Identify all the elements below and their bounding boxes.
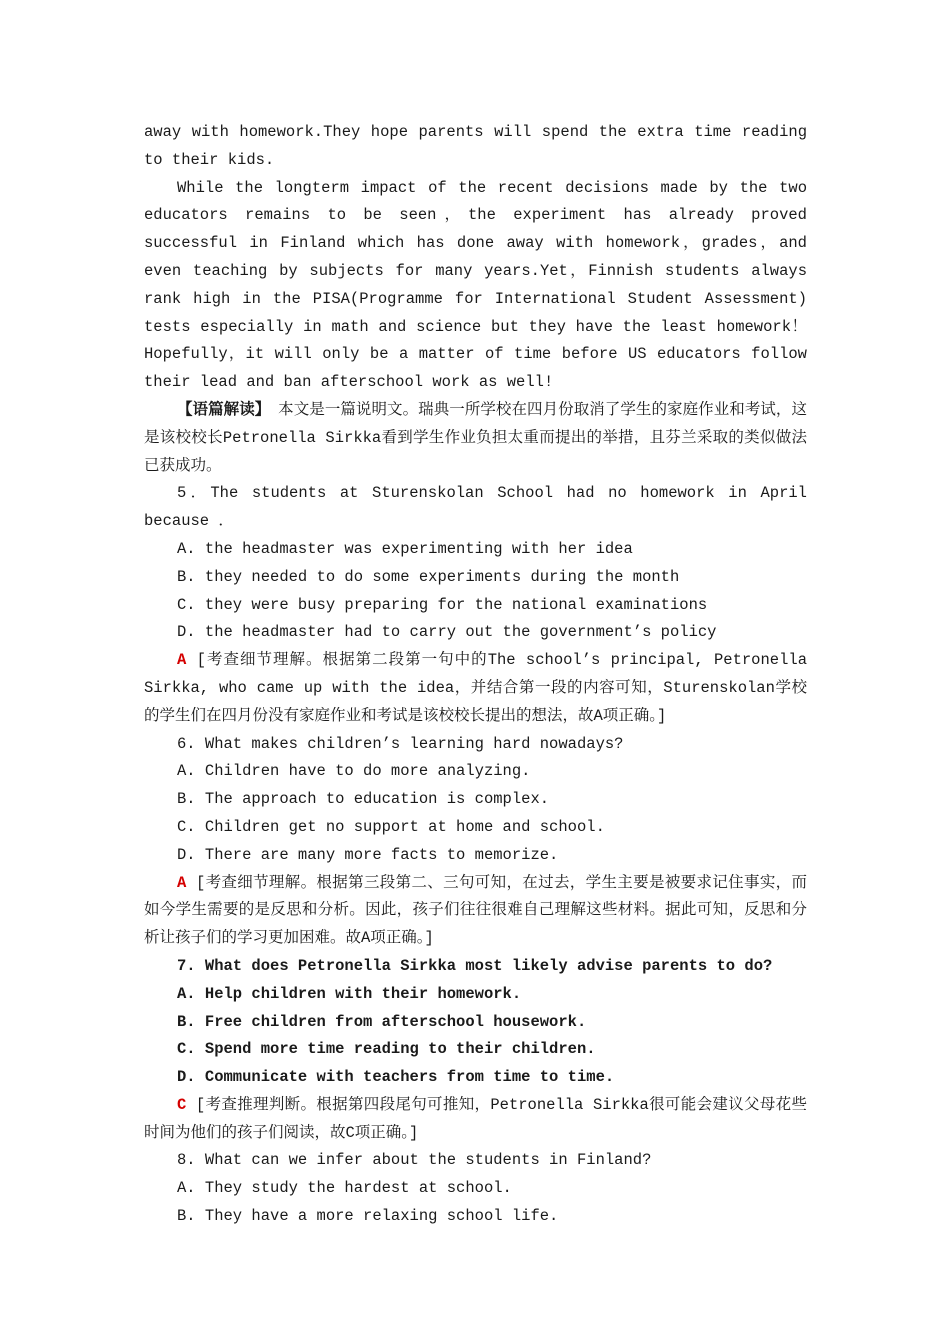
answer-letter: A: [177, 651, 187, 670]
option-b: B. They have a more relaxing school life.: [177, 1207, 559, 1226]
option-a: A. the headmaster was experimenting with her idea: [177, 539, 633, 558]
passage-analysis: [144, 397, 807, 480]
passage-paragraph-tail: away with homework.They hope parents will spend the extra time reading to their kids.: [144, 123, 807, 169]
option-b: B. Free children from afterschool housework.: [177, 1012, 587, 1031]
option-c: C. they were busy preparing for the national examinations: [177, 595, 708, 614]
option-a: A. They study the hardest at school.: [177, 1179, 512, 1198]
option-b: B. The approach to education is complex.: [177, 790, 550, 809]
explanation-text: [考查推理判断。根据第四段尾句可推知，Petronella Sirkka很可能会建议父母花些时间为他们的孩子们阅读，故C项正确。]: [144, 1095, 807, 1142]
option-d: D. Communicate with teachers from time to time.: [177, 1068, 615, 1087]
analysis-text: 本文是一篇说明文。瑞典一所学校在四月份取消了学生的家庭作业和考试，这是该校校长Petronella Sirkka看到学生作业负担太重而提出的举措，且芬兰采取的类似做法已获成功。: [144, 400, 807, 475]
option-a: A. Children have to do more analyzing.: [177, 762, 531, 781]
option-a: A. Help children with their homework.: [177, 984, 522, 1003]
answer-explanation: [144, 870, 807, 953]
answer-letter: C: [177, 1095, 187, 1114]
answer-letter: A: [177, 873, 187, 892]
option-c: C. Children get no support at home and school.: [177, 817, 605, 836]
option-c: C. Spend more time reading to their children.: [177, 1040, 596, 1059]
question-stem: 8. What can we infer about the students in Finland?: [177, 1151, 652, 1170]
answer-explanation: [144, 1092, 807, 1148]
question-stem: 6. What makes children’s learning hard nowadays?: [177, 734, 624, 753]
explanation-text: [考查细节理解。根据第三段第二、三句可知，在过去，学生主要是被要求记住事实，而如今学生需要的是反思和分析。因此，孩子们往往很难自己理解这些材料。据此可知，反思和分析让孩子们的学习更加困难。故A项正确。]: [144, 873, 807, 948]
analysis-label: 【语篇解读】: [177, 400, 263, 419]
question-stem: 7. What does Petronella Sirkka most likely advise parents to do?: [177, 956, 773, 975]
answer-explanation: [144, 647, 807, 730]
option-d: D. the headmaster had to carry out the government’s policy: [177, 623, 717, 642]
option-b: B. they needed to do some experiments during the month: [177, 567, 680, 586]
document-page: [144, 119, 807, 1231]
explanation-text: [考查细节理解。根据第二段第一句中的The school’s principal, Petronella Sirkka, who came up with the idea，并结合第一段的内容可知，Sturenskolan学校的学生们在四月份没有家庭作业和考试是该校校长提出的想法，故A项正确。]: [144, 651, 807, 725]
option-d: D. There are many more facts to memorize.: [177, 845, 559, 864]
passage-paragraph: While the longterm impact of the recent decisions made by the two educators remains to be seen，the experiment has already proved successful in Finland which has done away with homework，grades，and even teaching by subjects for many years.Yet，Finnish students always rank high in the PISA(Programme for International Student Assessment) tests especially in math and science but they have the least homework！Hopefully，it will only be a matter of time before US educators follow their lead and ban afterschool work as well!: [144, 178, 807, 392]
question-stem: 5．The students at Sturenskolan School had no homework in April because ．: [144, 484, 807, 531]
